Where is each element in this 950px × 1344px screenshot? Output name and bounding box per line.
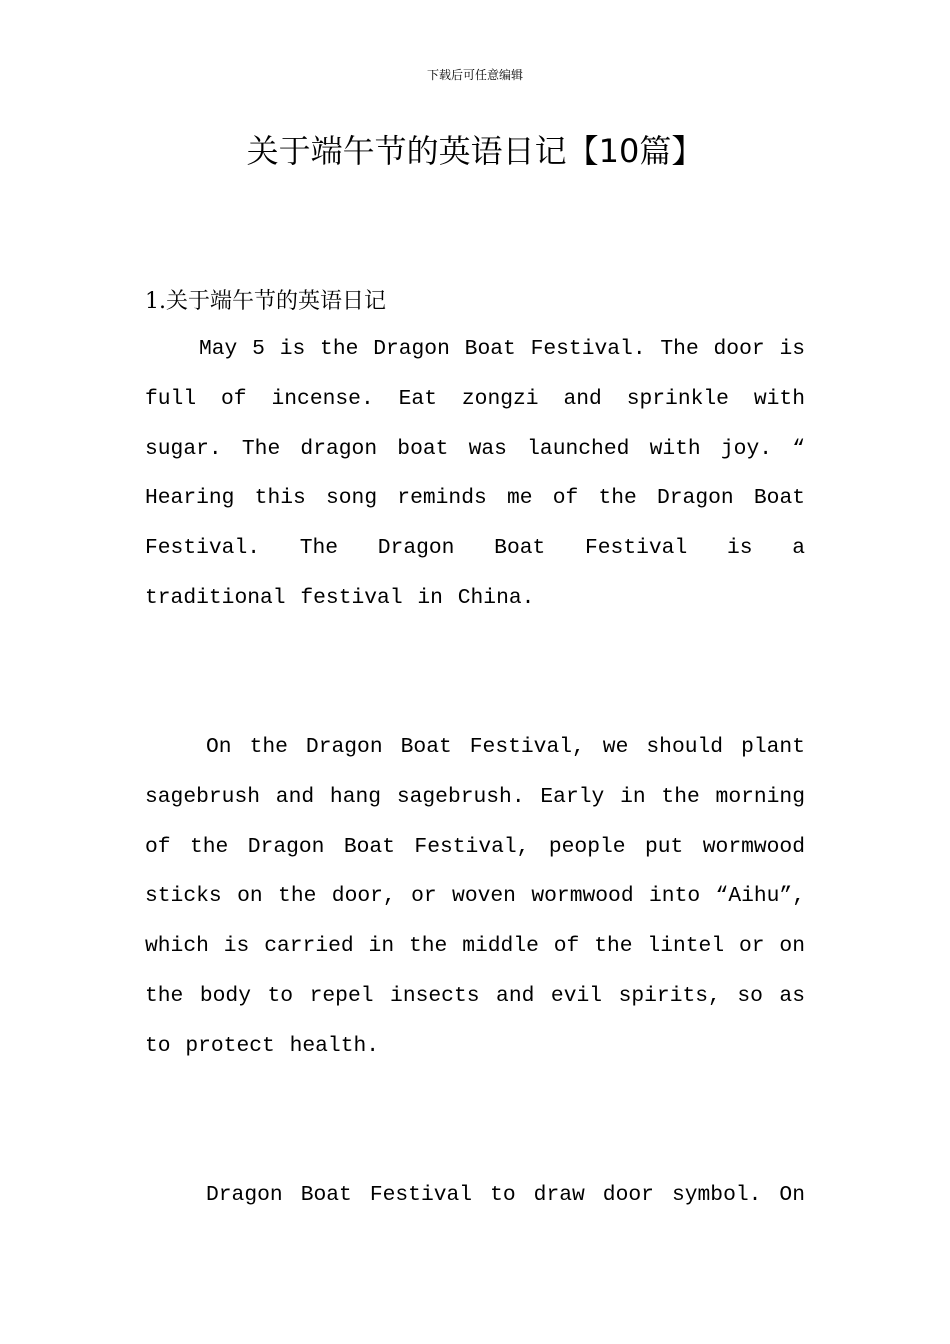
paragraph-2: On the Dragon Boat Festival, we should plant sagebrush and hang sagebrush. Early in the morning of the Dragon Boat Festival, people put wormwood sticks on the door, or woven wormwood into “Aihu”, which is carried in the middle of the lintel or on the body to repel insects and evil spirits, so as to protect health. (145, 735, 805, 1058)
paragraph-3: Dragon Boat Festival to draw door symbol. On (206, 1183, 805, 1207)
page-header-note: 下载后可任意编辑 (426, 68, 523, 82)
section-heading: 1.关于端午节的英语日记 (145, 289, 386, 314)
document-title: 关于端午节的英语日记【10篇】 (246, 132, 704, 170)
paragraph-1: May 5 is the Dragon Boat Festival. The door is full of incense. Eat zongzi and sprinkle with sugar. The dragon boat was launched with joy. “ Hearing this song reminds me of the Dragon Boat Festival. The Dragon Boat Festival is a traditional festival in China. (145, 337, 805, 610)
